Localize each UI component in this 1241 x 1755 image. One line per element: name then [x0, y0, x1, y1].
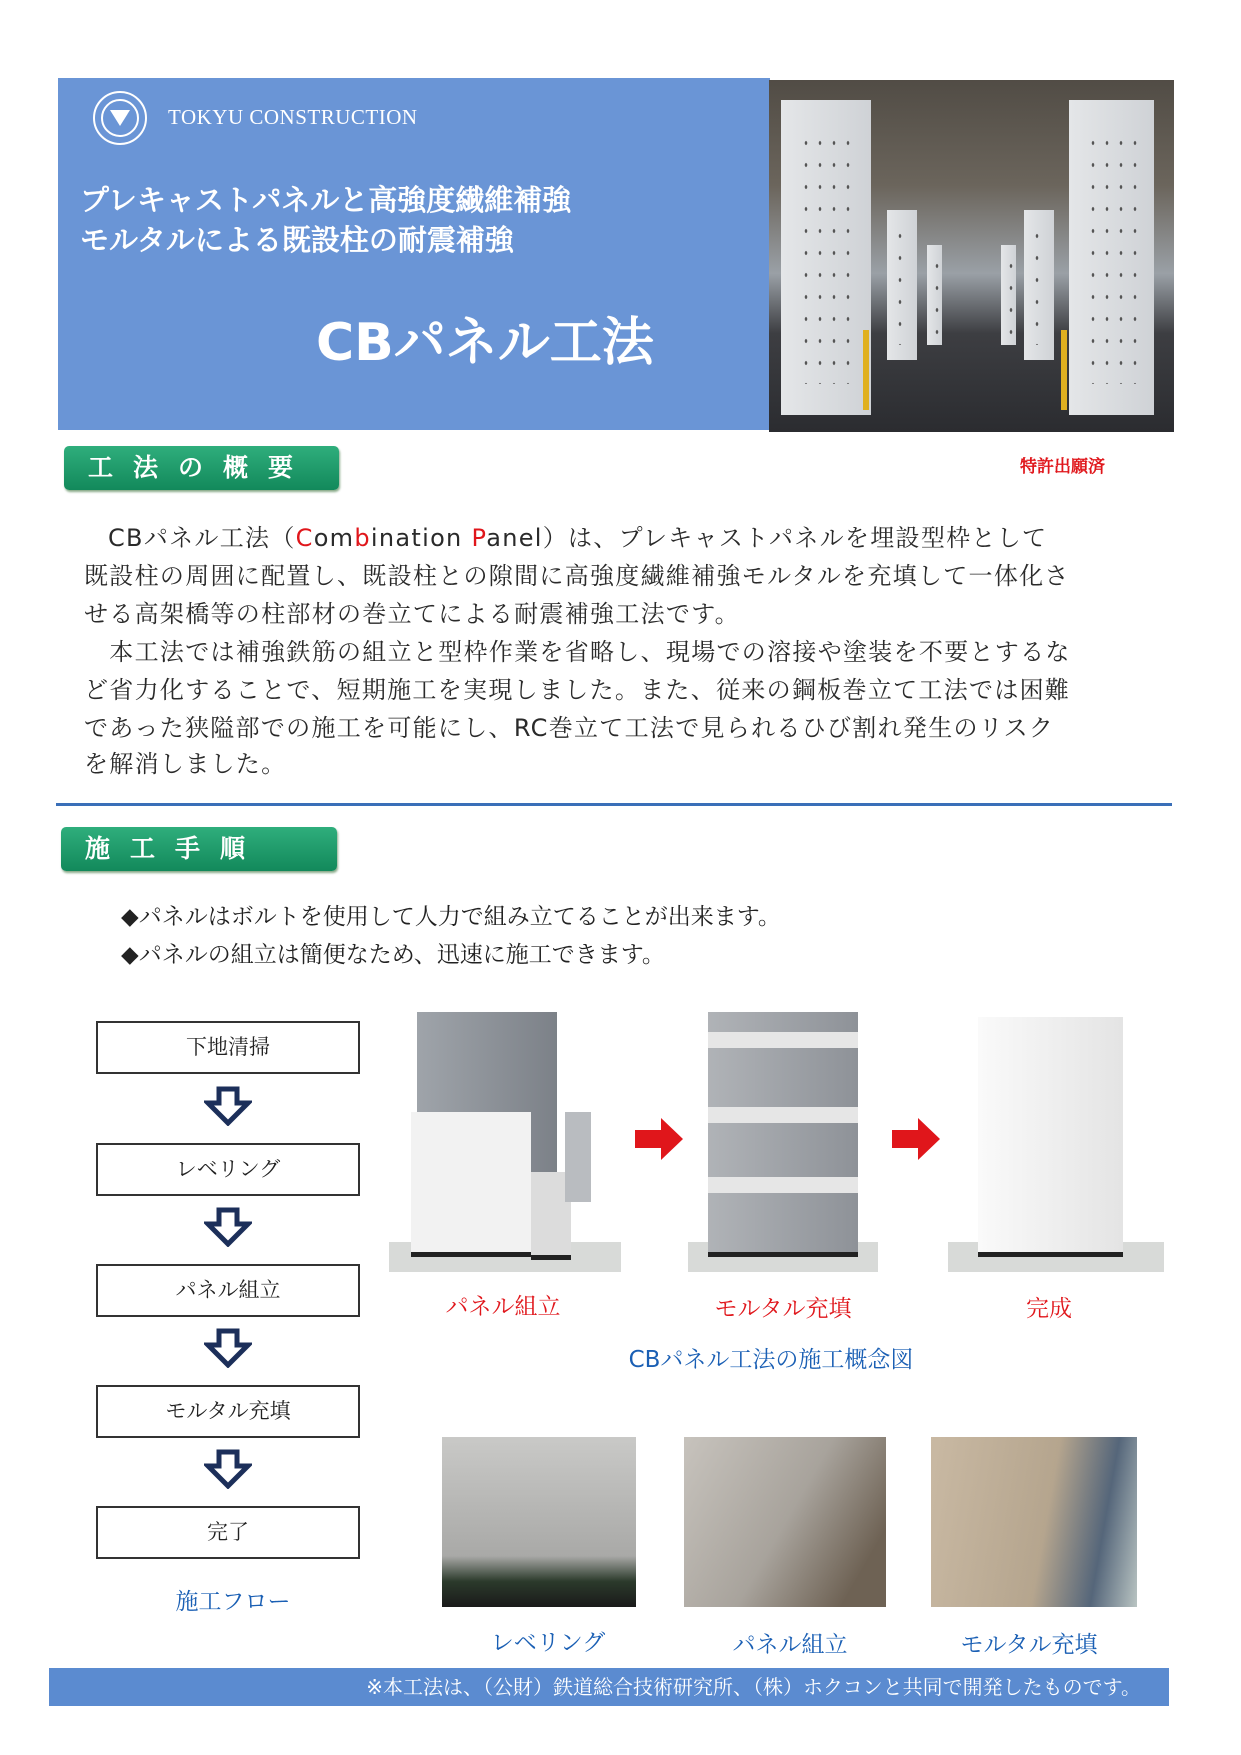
headline-line-2: モルタルによる既設柱の耐震補強 [80, 223, 514, 257]
flow-step-1: 下地清掃 [96, 1021, 360, 1074]
diagram-complete [948, 1012, 1164, 1274]
page-title: CBパネル工法 [316, 313, 654, 373]
photo-mortar-filling [931, 1437, 1137, 1607]
text: C [295, 524, 314, 552]
right-arrow-icon [635, 1118, 683, 1160]
down-arrow-icon [204, 1207, 252, 1247]
photo-panel-assembly [684, 1437, 886, 1607]
overview-paragraph-line: を解消しました。 [84, 750, 287, 778]
headline-line-1: プレキャストパネルと高強度繊維補強 [80, 183, 572, 217]
overview-paragraph-line: せる高架橋等の柱部材の巻立てによる耐震補強工法です。 [84, 600, 740, 628]
section-heading-procedure: 施工手順 [61, 827, 337, 871]
divider [56, 803, 1172, 806]
flow-step-4: モルタル充填 [96, 1385, 360, 1438]
flow-step-3: パネル組立 [96, 1264, 360, 1317]
text: P [471, 524, 487, 552]
footer-note: ※本工法は、（公財）鉄道総合技術研究所、（株）ホクコンと共同で開発したものです。 [49, 1668, 1169, 1706]
overview-paragraph-line-1 [108, 518, 1047, 553]
down-arrow-icon [204, 1086, 252, 1126]
diagram-mortar-filling [688, 1012, 878, 1274]
diagram-label: モルタル充填 [714, 1296, 852, 1322]
bullet-item: ◆パネルの組立は簡便なため、迅速に施工できます。 [121, 942, 665, 968]
diagram-caption: CBパネル工法の施工概念図 [628, 1347, 914, 1373]
flow-step-5: 完了 [96, 1506, 360, 1559]
bullet-item: ◆パネルはボルトを使用して人力で組み立てることが出来ます。 [121, 904, 781, 930]
diagram-panel-assembly [389, 1012, 621, 1274]
viaduct-photo [769, 80, 1174, 432]
overview-paragraph-line: ど省力化することで、短期施工を実現しました。また、従来の鋼板巻立て工法では困難 [84, 676, 1071, 704]
text: anel）は、プレキャストパネルを埋設型枠として [486, 524, 1048, 552]
text: ination [370, 524, 472, 552]
text: CBパネル工法（ [108, 524, 296, 552]
flow-caption: 施工フロー [175, 1589, 291, 1615]
photo-leveling [442, 1437, 636, 1607]
diagram-label: パネル組立 [445, 1294, 561, 1320]
down-arrow-icon [204, 1328, 252, 1368]
overview-paragraph-line: 既設柱の周囲に配置し、既設柱との隙間に高強度繊維補強モルタルを充填して一体化さ [84, 562, 1070, 590]
right-arrow-icon [892, 1118, 940, 1160]
diagram-label: 完成 [1026, 1296, 1072, 1322]
photo-label: レベリング [490, 1630, 606, 1656]
photo-label: モルタル充填 [960, 1632, 1098, 1658]
down-arrow-icon [204, 1449, 252, 1489]
photo-label: パネル組立 [732, 1632, 848, 1658]
text: om [313, 524, 355, 552]
section-heading-overview: 工法の概要 [64, 446, 339, 490]
patent-pending-label: 特許出願済 [1020, 457, 1105, 477]
text: b [354, 524, 371, 552]
company-name: TOKYU CONSTRUCTION [168, 105, 418, 129]
company-logo-icon [84, 90, 156, 146]
flow-step-2: レベリング [96, 1143, 360, 1196]
overview-paragraph-line: 本工法では補強鉄筋の組立と型枠作業を省略し、現場での溶接や塗装を不要とするな [84, 638, 1071, 666]
overview-paragraph-line: であった狭隘部での施工を可能にし、RC巻立て工法で見られるひび割れ発生のリスク [84, 714, 1055, 742]
